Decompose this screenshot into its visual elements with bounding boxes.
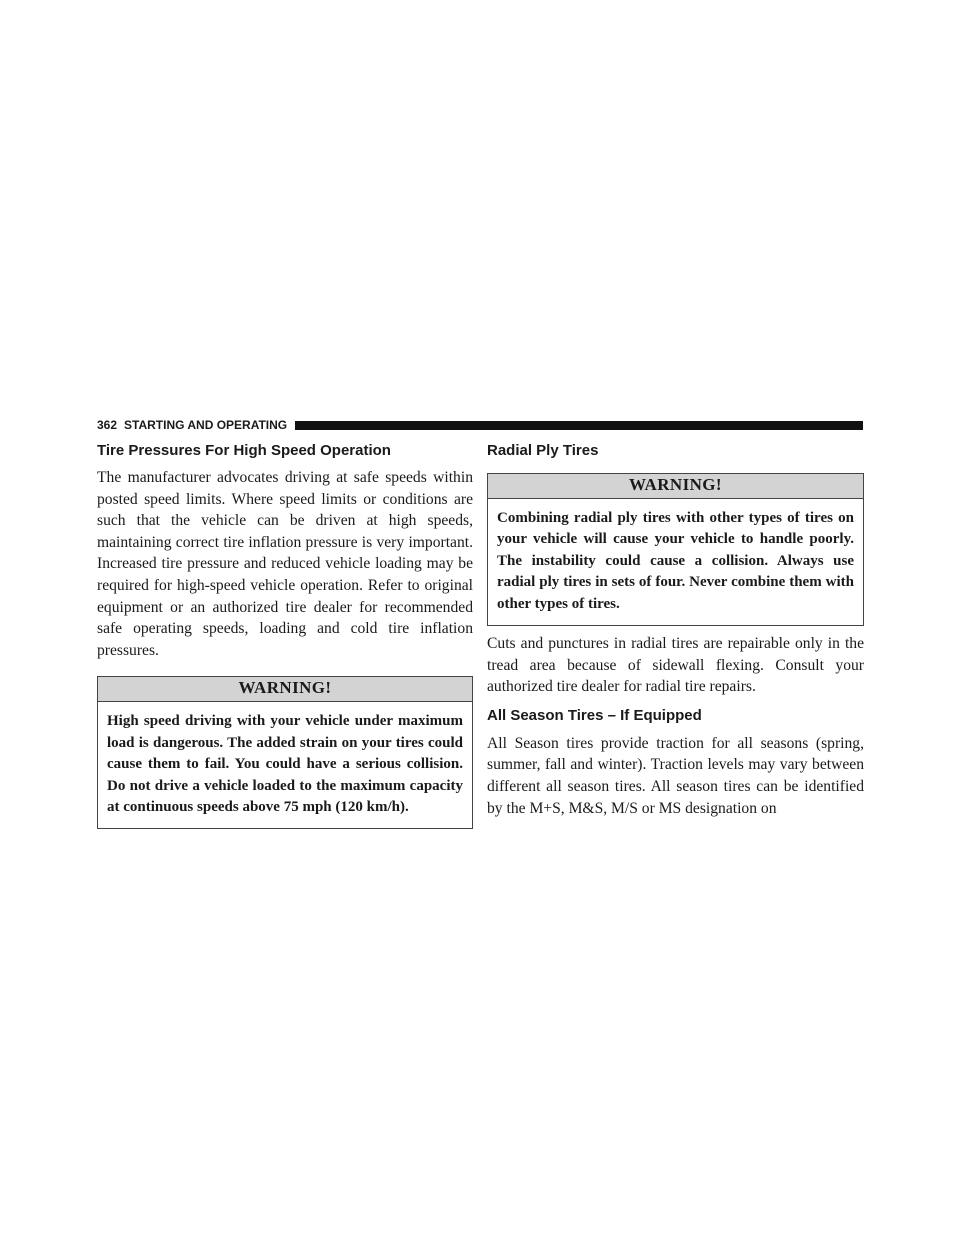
- warning-title: WARNING!: [488, 474, 863, 499]
- warning-title: WARNING!: [98, 677, 472, 702]
- radial-ply-heading: Radial Ply Tires: [487, 442, 599, 459]
- radial-ply-warning-box: [487, 473, 864, 626]
- left-column: [97, 441, 473, 829]
- all-season-heading: All Season Tires – If Equipped: [487, 706, 702, 724]
- warning-text: High speed driving with your vehicle under maximum load is dangerous. The added strain on your tires could cause them to fail. You could have a serious collision. Do not drive a vehicle loaded to the maximum capacity at continuous speeds above 75 mph (120 km/h).: [107, 713, 463, 815]
- section-title: STARTING AND OPERATING: [124, 418, 288, 432]
- header-rule: [295, 421, 863, 430]
- high-speed-warning-box: [97, 676, 473, 829]
- all-season-paragraph: All Season tires provide traction for all seasons (spring, summer, fall and winter). Traction levels may vary between different all season tires. All season tires can be identified by the M+S, M&S, M/S or MS designation on: [487, 734, 864, 817]
- warning-text: Combining radial ply tires with other types of tires on your vehicle will cause your vehicle to handle poorly. The instability could cause a collision. Always use radial ply tires in sets of four. Never combine them with other types of tires.: [497, 510, 854, 612]
- page-number: 362: [97, 418, 118, 432]
- high-speed-paragraph: The manufacturer advocates driving at safe speeds within posted speed limits. Where speed limits or conditions are such that the vehicle can be driven at high speeds, maintaining correct tire inflation pressure is very important. Increased tire pressure and reduced vehicle loading may be required for high-speed vehicle operation. Refer to original equipment or an authorized tire dealer for recommended safe operating speeds, loading and cold tire inflation pressures.: [97, 469, 473, 659]
- page-header: [97, 418, 863, 432]
- right-column: [487, 441, 864, 819]
- radial-ply-paragraph: Cuts and punctures in radial tires are repairable only in the tread area because of sidewall flexing. Consult your authorized tire dealer for radial tire repairs.: [487, 635, 864, 696]
- high-speed-heading: Tire Pressures For High Speed Operation: [97, 442, 391, 459]
